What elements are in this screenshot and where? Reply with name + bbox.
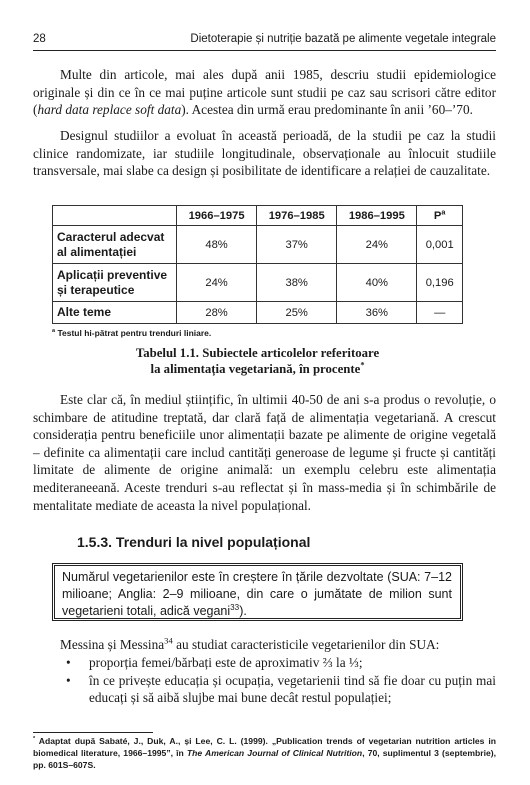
data-table	[52, 205, 463, 324]
table-row	[53, 226, 463, 264]
bullet-icon: •	[66, 655, 71, 670]
table-note-marker: a	[52, 328, 56, 335]
table-row-label: Aplicații preventive și terapeutice	[53, 264, 177, 302]
paragraph-4-text-after: au studiat caracteristicile vegetarienilor din SUA:	[172, 637, 440, 652]
page-header	[33, 33, 496, 49]
table-cell: 0,001	[417, 226, 463, 264]
table-row	[53, 302, 463, 324]
paragraph-1-text: Multe din articole, mai ales după anii 1985, descriu studii epidemiologice originale și din ce în ce mai puține articole sunt studii pe caz sau scrisori către editor (	[33, 67, 496, 118]
table-cell: 24%	[337, 226, 417, 264]
footnote-marker: *	[33, 736, 36, 743]
caption-marker: *	[360, 360, 365, 370]
table-cell: 36%	[337, 302, 417, 324]
list-item-text: în ce privește educația și ocupația, vegetarienii tind să fie doar cu puțin mai educați și să aibă slujbe mai bune decât restul populației;	[89, 672, 496, 706]
table-caption	[52, 345, 463, 377]
footnote-text: Adaptat după Sabaté, J., Duk, A., și Lee, C. L. (1999). „Publication trends of vegetarian nutrition articles in biomedical literature, 1966–1995”, în	[33, 736, 496, 758]
p-superscript: a	[441, 206, 446, 216]
paragraph-4-text: Messina și Messina	[60, 637, 165, 652]
box-text: Numărul vegetarienilor este în creștere în țările dezvoltate (SUA: 7–12 milioane; Anglia: 2–9 milioane, din care o jumătate de milion sunt vegetarieni totali, adică vegani	[62, 570, 452, 618]
table-row-label: Caracterul adecvat al alimentației	[53, 226, 177, 264]
table-note-text: Testul hi-pătrat pentru trenduri liniare.	[57, 328, 212, 338]
paragraph-1-italic: hard data replace soft data	[37, 102, 182, 118]
table-column-header: 1976–1985	[257, 206, 337, 226]
table-cell: 40%	[337, 264, 417, 302]
box-reference: 33	[230, 602, 240, 612]
paragraph-1-text-after: ). Acestea din urmă erau predominante în anii ’60–’70.	[181, 102, 473, 118]
header-rule	[33, 50, 496, 51]
table-column-header-p	[417, 206, 463, 226]
list-item-text: proporția femei/bărbați este de aproximativ ⅔ la ⅓;	[89, 655, 363, 670]
box-text-end: ).	[239, 604, 247, 618]
table-cell: 24%	[177, 264, 257, 302]
table-cell: 37%	[257, 226, 337, 264]
running-title: Dietoterapie și nutriție bazată pe alimente vegetale integrale	[190, 33, 496, 45]
table-cell: 0,196	[417, 264, 463, 302]
footnote	[33, 735, 496, 771]
bullet-icon: •	[66, 672, 71, 688]
table-row-label: Alte teme	[53, 302, 177, 324]
table-header-row	[53, 206, 463, 226]
page-number: 28	[33, 33, 46, 45]
table-corner	[53, 206, 177, 226]
bullet-list	[60, 654, 496, 707]
table-note	[52, 328, 211, 338]
caption-line-2	[52, 361, 463, 377]
list-item	[60, 672, 496, 707]
table-cell: 38%	[257, 264, 337, 302]
paragraph-4	[60, 636, 496, 654]
table-column-header: 1986–1995	[337, 206, 417, 226]
caption-line-2-text: la alimentația vegetariană, în procente	[150, 362, 361, 376]
p-label: P	[433, 209, 442, 222]
table-cell: 25%	[257, 302, 337, 324]
table-cell: 48%	[177, 226, 257, 264]
footnote-text-end: , 70, suplimentul 3 (septembrie), pp. 601S–607S.	[33, 748, 496, 770]
footnote-rule	[33, 732, 153, 733]
paragraph-1	[33, 66, 496, 119]
table-column-header: 1966–1975	[177, 206, 257, 226]
section-heading: 1.5.3. Trenduri la nivel populațional	[77, 534, 311, 550]
highlight-box-text	[62, 569, 452, 620]
table-row	[53, 264, 463, 302]
table-cell: 28%	[177, 302, 257, 324]
highlight-box	[52, 563, 463, 621]
paragraph-4-reference: 34	[164, 635, 173, 646]
paragraph-2: Designul studiilor a evoluat în această perioadă, de la studii pe caz la studii clinice randomizate, iar studiile longitudinale, observaționale au înlocuit studiile transversale, mai slabe ca design și posibilitate de identificare a relației de cauzalitate.	[33, 128, 496, 179]
table-cell: —	[417, 302, 463, 324]
list-item	[60, 654, 496, 672]
caption-line-1: Tabelul 1.1. Subiectele articolelor referitoare	[135, 346, 380, 360]
paragraph-3: Este clar că, în mediul științific, în ultimii 40-50 de ani s-a produs o revoluție, o schimbare de atitudine treptată, dar clară față de alimentația vegetariană. A crescut considerația pentru beneficiile unor alimentații bazate pe alimente de origine vegetală – definite ca alimentații care includ cantități generoase de legume și fructe și cantități limitate de alimente de origine animală: un exemplu celebru este alimentația mediteraneeană. Aceste trenduri s-au reflectat și în mass-media și în schimbările de mentalitate mediate de aceasta la nivel populațional.	[33, 392, 496, 513]
footnote-journal: The American Journal of Clinical Nutrition	[186, 748, 363, 758]
